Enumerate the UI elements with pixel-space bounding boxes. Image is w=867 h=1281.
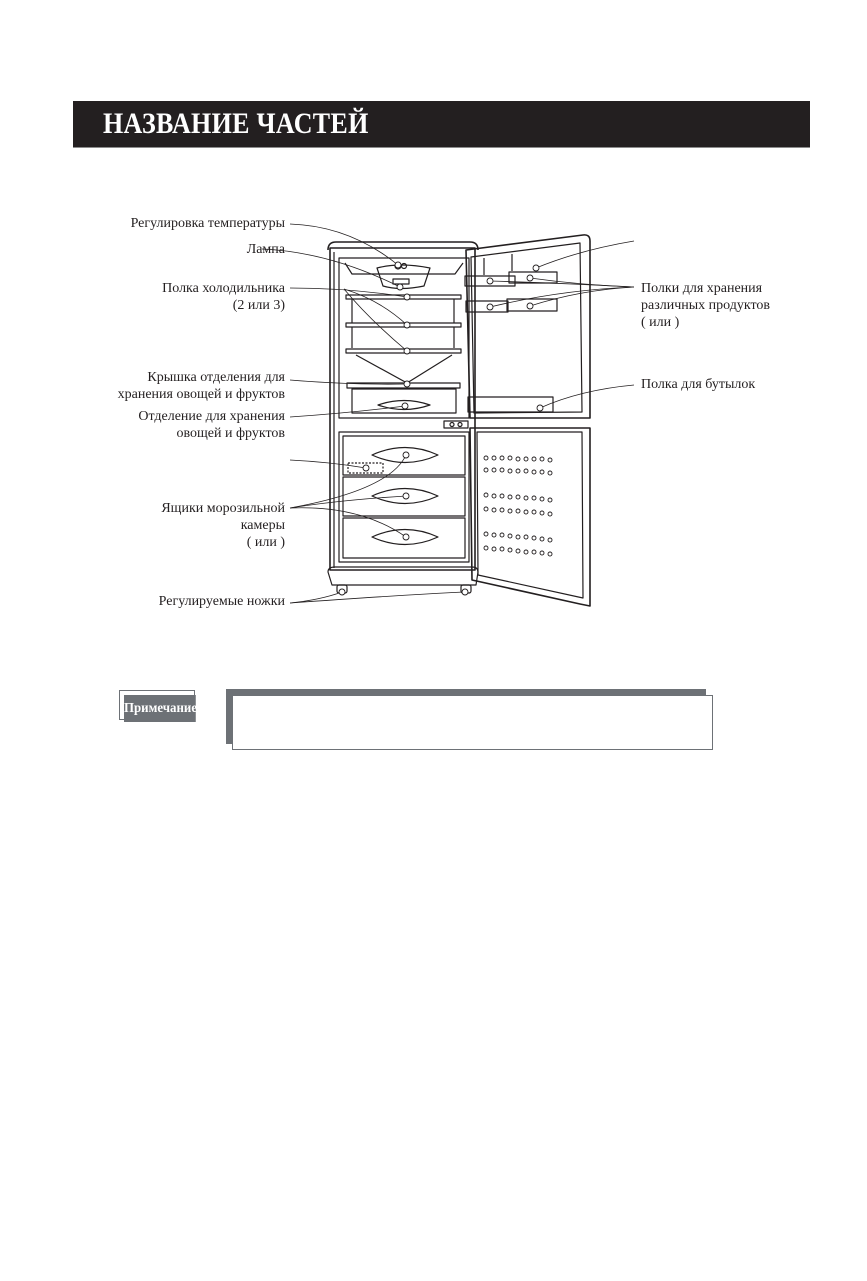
label-line: овощей и фруктов	[176, 426, 285, 441]
note-box	[226, 689, 713, 751]
label-line: Отделение для хранения	[138, 409, 285, 424]
label-line: Ящики морозильной	[161, 501, 285, 516]
label-line: (2 или 3)	[232, 298, 285, 313]
label-line: ( или )	[641, 315, 680, 330]
label-line: Регулировка температуры	[130, 216, 285, 231]
label-line: Полки для хранения	[641, 281, 763, 296]
label-line: камеры	[240, 518, 285, 533]
label-line: Крышка отделения для	[147, 370, 285, 385]
page-title: НАЗВАНИЕ ЧАСТЕЙ	[103, 107, 369, 140]
label-line: ( или )	[246, 535, 285, 550]
label-line: хранения овощей и фруктов	[117, 387, 285, 402]
label-line: Полка для бутылок	[641, 377, 756, 392]
note-tag	[119, 690, 199, 722]
label-line: Лампа	[246, 242, 285, 257]
refrigerator-diagram	[0, 0, 867, 640]
door-dimple-row-1	[484, 456, 552, 462]
note-tag-label: Примечание	[124, 695, 196, 722]
label-line: Полка холодильника	[162, 281, 285, 296]
label-line: различных продуктов	[641, 298, 771, 313]
label-line: Регулируемые ножки	[158, 594, 285, 609]
note-body	[232, 695, 713, 750]
